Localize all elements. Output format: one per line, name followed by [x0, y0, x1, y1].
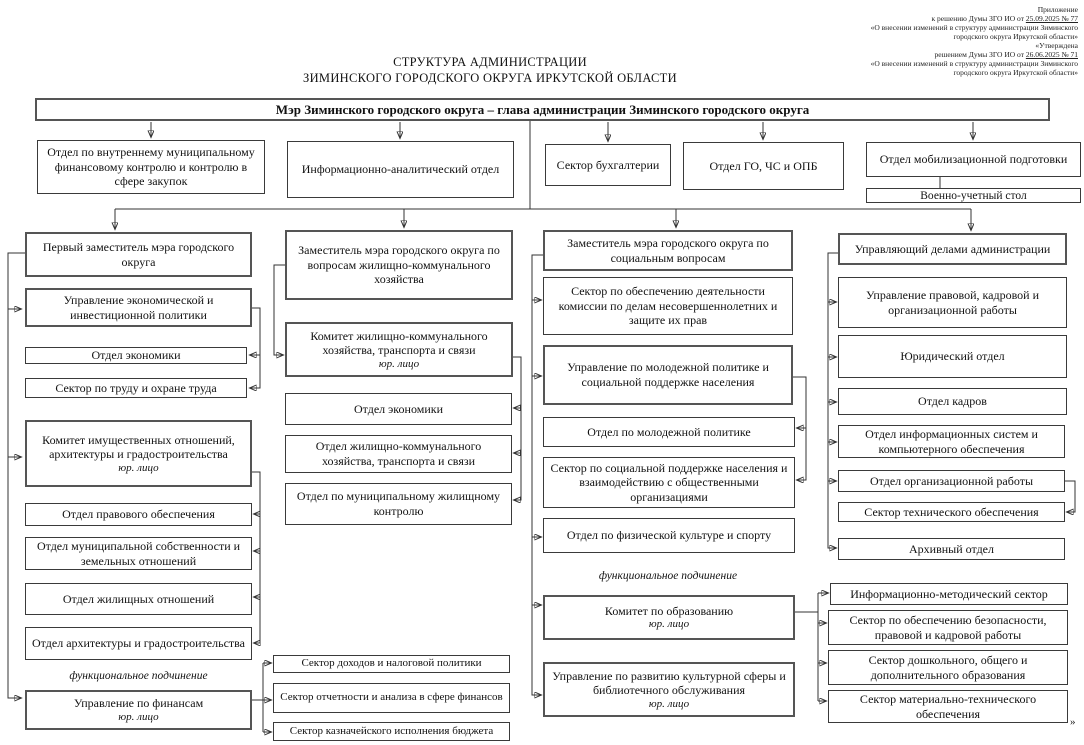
box-label: Управляющий делами администрации [854, 241, 1051, 256]
annotation-line: городского округа Иркутской области» [953, 32, 1078, 41]
box-label: Заместитель мэра городского округа по социальным вопросам [567, 235, 769, 265]
box-mun-housing-control [285, 483, 512, 525]
box-label: Отдел по физической культуре и спорту [566, 528, 772, 543]
box-housing-transport-dept [285, 435, 512, 473]
box-label: Отдел по муниципальному жилищному контролю [296, 489, 501, 518]
box-minors-commission-sector [543, 277, 793, 335]
box-label: Сектор по обеспечению безопасности, правовой и кадровой работы [849, 612, 1047, 642]
box-material-sector [828, 690, 1068, 723]
box-label: Управление по финансам [73, 696, 204, 711]
page-title-line2: ЗИМИНСКОГО ГОРОДСКОГО ОКРУГА ИРКУТСКОЙ ОБЛАСТИ [303, 70, 677, 85]
box-label: Отдел ГО, ЧС и ОПБ [709, 158, 818, 173]
box-internal-control [37, 140, 265, 194]
box-label: Сектор по обеспечению деятельности комиссии по делам несовершеннолетних и защите их прав [558, 284, 778, 328]
box-label: Комитет имущественных отношений, архитектуры и градостроительства [42, 432, 235, 462]
box-label: Комитет жилищно-коммунального хозяйства, транспорта и связи [310, 328, 488, 358]
box-archive-dept [838, 538, 1065, 560]
box-first-deputy [25, 232, 252, 277]
box-label: Отдел кадров [918, 394, 987, 409]
box-it-dept [838, 425, 1065, 458]
box-youth-policy-dept [543, 417, 795, 447]
box-mayor [35, 98, 1050, 121]
box-label: Управление правовой, кадровой и организационной работы [865, 287, 1040, 317]
box-mobilization [866, 142, 1081, 177]
box-legal-support [25, 503, 252, 526]
box-label: Сектор казначейского исполнения бюджета [289, 724, 494, 737]
legal-entity-note: юр. лицо [118, 461, 159, 474]
box-juridical-dept [838, 335, 1067, 378]
functional-subordination-note: функциональное подчинение [69, 670, 208, 682]
box-label: Сектор по социальной поддержке населения и взаимодействию с общественными организациями [550, 460, 788, 504]
box-housing-relations [25, 583, 252, 615]
box-mayor-label: Мэр Зиминского городского округа – глава администрации Зиминского городского округа [275, 101, 810, 117]
box-chief-of-staff [838, 233, 1067, 265]
box-mun-property [25, 537, 252, 570]
box-education-committee [543, 595, 795, 640]
box-label: Сектор технического обеспечения [864, 504, 1039, 519]
box-deputy-social [543, 230, 793, 271]
box-label: Сектор дошкольного, общего и дополнительного образования [868, 652, 1028, 682]
box-architecture-dept [25, 627, 252, 660]
box-info-method-sector [830, 583, 1068, 605]
box-label: Заместитель мэра городского округа по вопросам жилищно-коммунального хозяйства [298, 243, 500, 287]
box-reporting-sector [273, 683, 510, 713]
box-accounting-sector [545, 144, 671, 186]
box-housing-committee [285, 322, 513, 377]
box-label: Отдел по внутреннему муниципальному финансовому контролю и контролю в сфере закупок [47, 145, 255, 189]
box-label: Отдел по молодежной политике [587, 424, 751, 439]
decision-number: 26.06.2025 № 71 [1025, 50, 1078, 59]
box-label: Архивный отдел [908, 541, 994, 556]
box-econ-dept-2 [285, 393, 512, 425]
box-label: Сектор доходов и налоговой политики [301, 657, 482, 670]
box-labor-sector [25, 378, 247, 398]
box-finance-dept [25, 690, 252, 730]
legal-entity-note: юр. лицо [648, 618, 690, 631]
annotation-closing-quote: » [1070, 716, 1076, 728]
box-label: Отдел жилищно-коммунального хозяйства, транспорта и связи [315, 439, 482, 468]
box-safety-sector [828, 610, 1068, 645]
box-org-work-dept [838, 470, 1065, 492]
box-label: Отдел жилищных отношений [62, 591, 215, 606]
box-label: Сектор материально-технического обеспечения [859, 691, 1037, 721]
box-sport-dept [543, 518, 795, 553]
annotation-line: Приложение [1037, 5, 1078, 14]
box-civil-defense [683, 142, 844, 190]
legal-entity-note: юр. лицо [118, 710, 159, 723]
annotation-line: «Утверждена [1035, 41, 1078, 50]
box-info-analytical [287, 141, 514, 198]
page-title-line1: СТРУКТУРА АДМИНИСТРАЦИИ [393, 55, 587, 69]
box-incomes-sector [273, 655, 510, 673]
box-label: Отдел правового обеспечения [62, 507, 215, 522]
annotation-line: «О внесении изменений в структуру администрации Зиминского [870, 23, 1078, 32]
annotation-line: «О внесении изменений в структуру администрации Зиминского [870, 59, 1078, 68]
box-label: Военно-учетный стол [920, 189, 1027, 202]
box-label: Управление экономической и инвестиционной политики [63, 292, 214, 322]
legal-entity-note: юр. лицо [648, 697, 690, 710]
box-econ-invest [25, 288, 252, 327]
legal-entity-note: юр. лицо [378, 357, 420, 370]
box-label: Отдел архитектуры и градостроительства [32, 636, 245, 651]
functional-subordination-note: функциональное подчинение [598, 570, 738, 582]
annotation-line: к решению Думы ЗГО ИО от 25.09.2025 № 77 [931, 14, 1078, 23]
box-deputy-housing [285, 230, 513, 300]
box-label: Отдел муниципальной собственности и земельных отношений [36, 538, 241, 568]
box-label: Отдел экономики [353, 401, 443, 416]
box-treasury-sector [273, 722, 510, 741]
annotation-line: решением Думы ЗГО ИО от 26.06.2025 № 71 [934, 50, 1078, 59]
box-property-committee [25, 420, 252, 487]
box-label: Отдел информационных систем и компьютерного обеспечения [865, 426, 1038, 456]
box-preschool-sector [828, 650, 1068, 685]
box-tech-sector [838, 502, 1065, 522]
box-label: Информационно-аналитический отдел [301, 162, 500, 177]
box-label: Сектор по труду и охране труда [55, 380, 217, 395]
box-legal-hr-dept [838, 277, 1067, 328]
box-econ-dept-1 [25, 347, 247, 364]
page-title [200, 55, 780, 86]
box-label: Сектор отчетности и анализа в сфере финансов [280, 691, 503, 704]
box-label: Управление по молодежной политике и социальной поддержке населения [567, 360, 769, 389]
box-military-desk [866, 188, 1081, 203]
box-culture-dept [543, 662, 795, 717]
box-label: Информационно-методический сектор [850, 586, 1048, 601]
box-label: Управление по развитию культурной сферы и библиотечного обслуживания [552, 668, 786, 698]
box-label: Отдел экономики [91, 348, 181, 363]
box-label: Комитет по образованию [604, 603, 734, 618]
box-label: Первый заместитель мэра городского округа [42, 239, 235, 269]
box-social-support-sector [543, 457, 795, 508]
box-youth-dept [543, 345, 793, 405]
box-label: Отдел организационной работы [869, 473, 1034, 488]
box-hr-dept [838, 388, 1067, 415]
box-label: Юридический отдел [900, 349, 1005, 364]
box-label: Сектор бухгалтерии [556, 157, 660, 172]
box-label: Отдел мобилизационной подготовки [879, 152, 1068, 167]
decision-number: 25.09.2025 № 77 [1025, 14, 1078, 23]
annotation-line: городского округа Иркутской области» [953, 68, 1078, 77]
